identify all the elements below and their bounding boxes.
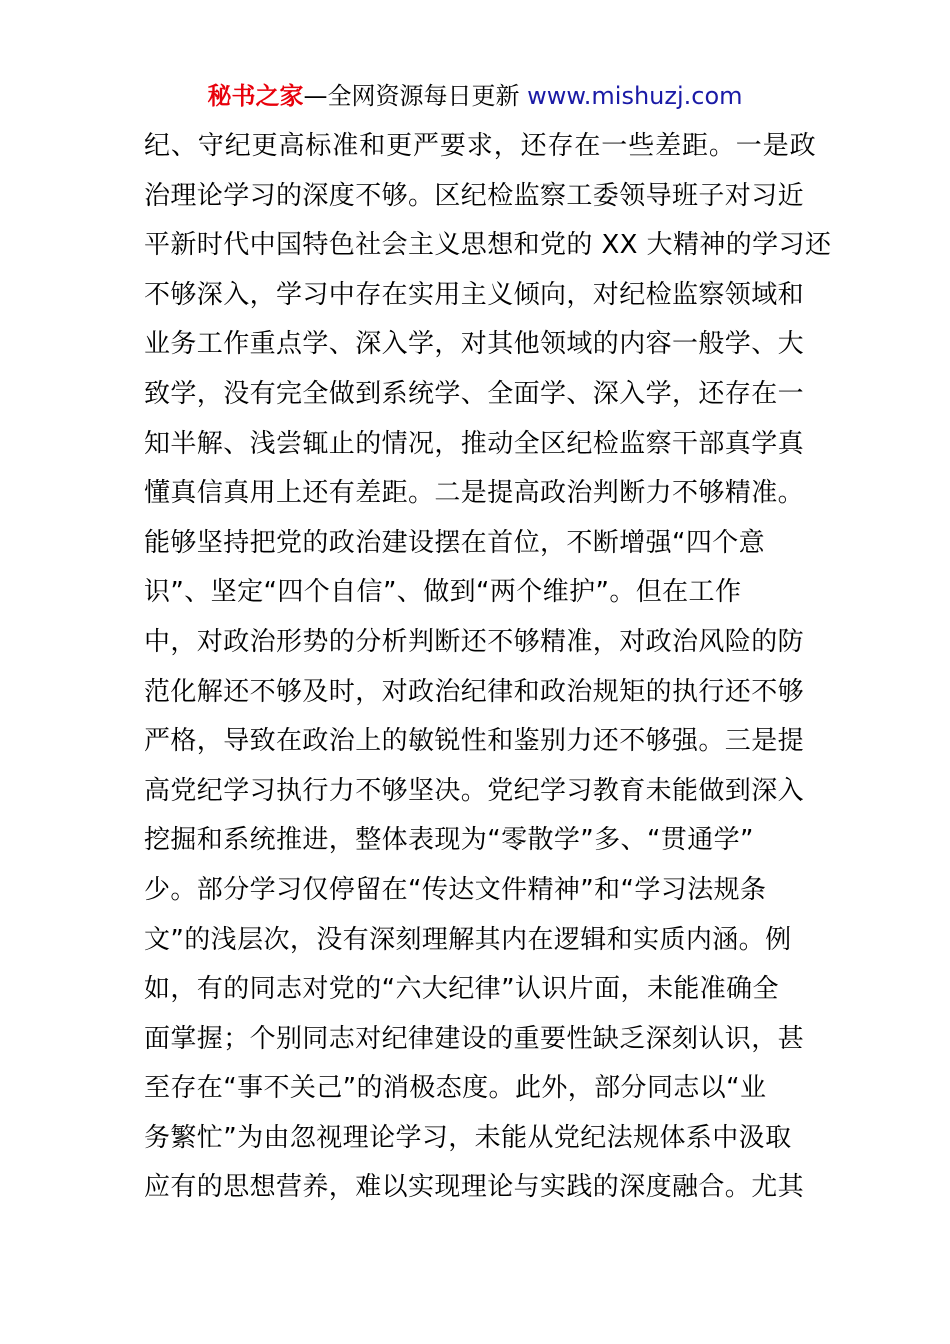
text-line: 严格，导致在政治上的敏锐性和鉴别力还不够强。三是提 [144,726,805,757]
site-url-link[interactable]: www.mishuzj.com [527,82,743,110]
text-line: 知半解、浅尝辄止的情况，推动全区纪检监察干部真学真 [144,428,805,459]
header-tagline: —全网资源每日更新 [303,82,520,110]
text-line: 不够深入，学习中存在实用主义倾向，对纪检监察领域和 [144,279,805,310]
text-line: 文”的浅层次，没有深刻理解其内在逻辑和实质内涵。例 [144,924,792,955]
text-line: 中，对政治形势的分析判断还不够精准，对政治风险的防 [144,626,805,657]
text-line: 识”、坚定“四个自信”、做到“两个维护”。但在工作 [144,577,742,608]
brand-name: 秘书之家 [207,82,304,110]
text-line: 如，有的同志对党的“六大纪律”认识片面，未能准确全 [144,974,779,1005]
text-line: 懂真信真用上还有差距。二是提高政治判断力不够精准。 [144,478,805,509]
text-line: 应有的思想营养，难以实现理论与实践的深度融合。尤其 [144,1172,805,1203]
text-line: 能够坚持把党的政治建设摆在首位，不断增强“四个意 [144,527,766,558]
text-line: 业务工作重点学、深入学，对其他领域的内容一般学、大 [144,329,805,360]
text-line: 范化解还不够及时，对政治纪律和政治规矩的执行还不够 [144,676,805,707]
text-line: 致学，没有完全做到系统学、全面学、深入学，还存在一 [144,378,805,409]
site-header [0,80,950,112]
text-line: 高党纪学习执行力不够坚决。党纪学习教育未能做到深入 [144,775,805,806]
document-body [144,122,832,1213]
text-line: 纪、守纪更高标准和更严要求，还存在一些差距。一是政 [144,131,817,161]
text-line: 面掌握；个别同志对纪律建设的重要性缺乏深刻认识，甚 [144,1023,805,1054]
text-line: 挖掘和系统推进，整体表现为“零散学”多、“贯通学” [144,825,754,856]
text-line: 至存在“事不关己”的消极态度。此外，部分同志以“业 [144,1073,767,1104]
text-line: 务繁忙”为由忽视理论学习，未能从党纪法规体系中汲取 [144,1122,792,1153]
text-line: 治理论学习的深度不够。区纪检监察工委领导班子对习近 [144,180,805,211]
text-line: 少。部分学习仅停留在“传达文件精神”和“学习法规条 [144,874,767,905]
text-line: 平新时代中国特色社会主义思想和党的 XX 大精神的学习还 [144,230,832,261]
